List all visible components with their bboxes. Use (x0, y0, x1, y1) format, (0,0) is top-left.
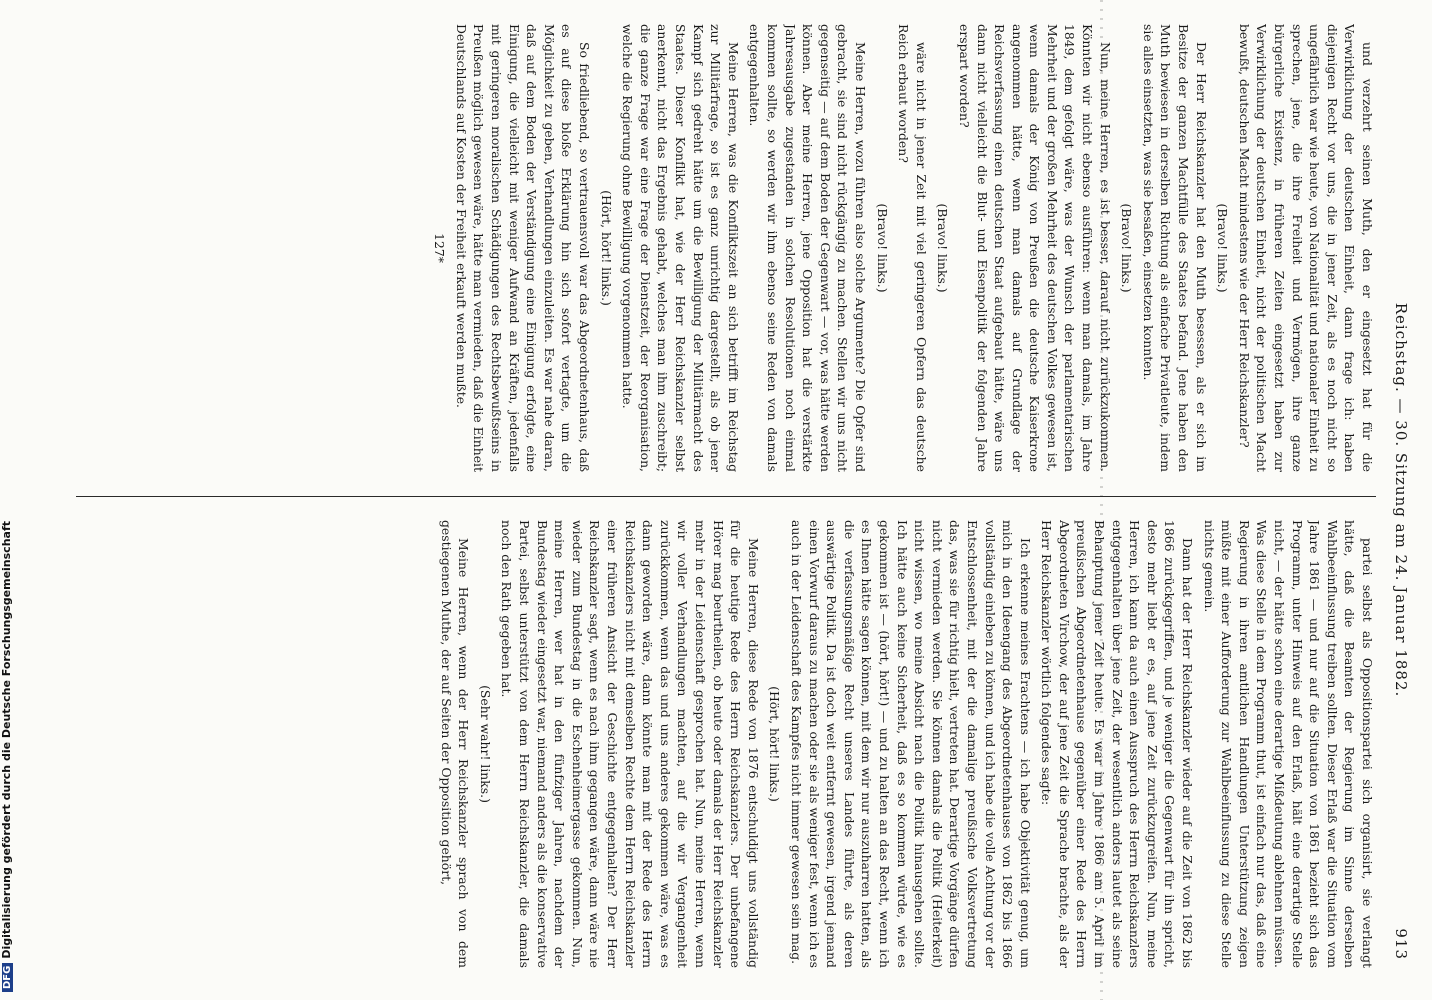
paragraph: Meine Herren, wenn der Herr Reichskanzler sprach von dem gestiegenen Muthe, der auf Seiten der Opposition gehört, (438, 520, 472, 968)
interjection: (Bravo! links.) (874, 203, 890, 293)
right-column (56, 520, 1376, 968)
left-column (56, 24, 1376, 472)
interjection: (Bravo! links.) (1119, 203, 1135, 293)
paragraph: Meine Herren, wozu führen also solche Argumente? Die Opfer sind gebracht, sie sind nicht rückgängig zu machen. Stellen wir uns nicht gegenseitig — auf dem Boden der Gegenwart — vor, was hätte werden können. Aber meine Herren, jene Opposition hat die verstärkte Jahresausgabe zugestanden in solchen Resolutionen noch einmal kommen sollte, so werden wir ihm ebenso seine Reden von damals entgegenhalten. (747, 24, 868, 472)
paragraph: und verzehrt seinen Muth, den er eingesetzt hat für die Verwirklichung der deutschen Einheit, dann frage ich: haben diejenigen Recht vor uns, die in jener Zeit, als es noch nicht so ungefährlich war wie heute, von Nationalität und nationaler Einheit zu sprechen, jene, die ihre Freiheit und Vermögen, ihre ganze bürgerliche Existenz, in früheren Zeiten eingesetzt haben zur Verwirklichung der deutschen Einheit, nicht der politischen Macht bewußt, deutschen Macht mindestens wie der Herr Reichskanzler? (1236, 24, 1375, 472)
digitization-credit (0, 0, 16, 1000)
paragraph: partei selbst als Oppositionspartei sich organisirt, sie verlangt hätte, daß die Beamten der Regierung im Sinne derselben Wahlbeeinflussung treiben sollten. Dieser Erlaß war die Situation vom Jahre 1861 — und nur auf die Situation von 1861 bezieht sich das Programm, unter Hinweis auf den Erlaß, hält eine derartige Stelle nicht, — der hätte schon eine derartige Mißdeutung ablehnen müssen. Was diese Stelle in dem Programm thut, ist einfach nur das, daß eine Regierung in ihren amtlichen Handlungen Unterstützung zeigen müßte mit einer Aufforderung zur Wahlbeeinflussung zu diese Stelle nichts gemein. (1201, 520, 1375, 968)
paragraph: Dann hat der Herr Reichskanzler wieder auf die Zeit von 1862 bis 1866 zurückgegriffen, und je weniger die Gegenwart für ihn spricht, desto mehr liebt er es, auf jene Zeit zurückzugreifen. Nun, meine Herren, ich kann da auch einen Ausspruch des Herrn Reichskanzlers entgegenhalten über jene Zeit, der wesentlich anders lautet als seine Behauptung jener Zeit heute. Es war im Jahre 1866 am 5. April im preußischen Abgeordnetenhause gegenüber einer Rede des Herrn Abgeordneten Virchow, der auf jene Zeit die Sprache brachte, als der Herr Reichskanzler wörtlich folgendes sagte: (1039, 520, 1196, 968)
credit-text: Digitalisierung gefördert durch die Deutsche Forschungsgemeinschaft (0, 520, 13, 959)
header-title: Reichstag. — 30. Sitzung am 24. Januar 1882. (1392, 302, 1410, 698)
running-header (1384, 40, 1414, 960)
paragraph: So friedliebend, so vertrauensvoll war das Abgeordnetenhaus, daß es auf diese bloße Erklärung hin sich sofort vertagte, um die Möglichkeit zu geben, Verhandlungen einzuleiten. Es war nahe daran, daß auf dem Boden der Verständigung eine Einigung erfolgte, eine Einigung, die vielleicht mit weniger Aufwand an Kräften, jedenfalls mit geringeren moralischen Schädigungen des Rechtsbewußtseins in Preußen möglich gewesen wäre, hätte man vermieden, daß die Einheit Deutschlands auf Kosten der Freiheit erkauft werden mußte. (453, 24, 593, 472)
paragraph: Der Herr Reichskanzler hat den Muth besessen, als er sich im Besitze der ganzen Machtfülle des Staates befand. Jene haben den Muth bewiesen in derselben Richtung als einfache Privatleute, indem sie alles einsetzten, was sie besaßen, einsetzen konnten. (1140, 24, 1209, 472)
interjection: (Hört, hört! links.) (767, 686, 783, 802)
interjection: (Hört, hört! links.) (598, 190, 614, 306)
paragraph: Nun, meine Herren, es ist besser, darauf nicht zurückzukommen. Könnten wir nicht ebenso ausführen: wenn man damals, im Jahre 1849, dem gefolgt wäre, was der Wunsch der parlamentarischen Mehrheit und der großen Mehrheit des deutschen Volkes gewesen ist, wenn damals der König von Preußen die deutsche Kaiserkrone angenommen hätte, wenn man damals auf Grundlage der Reichsverfassung einen deutschen Staat aufgebaut hätte, wäre uns dann nicht vielleicht die Blut- und Eisenpolitik der folgenden Jahre erspart worden? (956, 24, 1113, 472)
interjection: (Sehr wahr! links.) (477, 685, 493, 803)
column-divider (76, 496, 1376, 497)
page-number: 913 (1392, 928, 1410, 960)
paragraph: Meine Herren, was die Konfliktszeit an sich betrifft im Reichstag zur Militärfrage, so ist es ganz unrichtig dargestellt, als ob jener Kampf sich gedreht hätte um die Bewilligung der Militärmacht des Staates. Dieser Konflikt hat, wie der Herr Reichskanzler selbst anerkennt, nicht das Ergebnis gehabt, welches man ihm zuschreibt; die ganze Frage war eine Frage der Dienstzeit, der Reorganisation, welche die Regierung ohne Bewilligung vorgenommen hatte. (620, 24, 741, 472)
paragraph: wäre nicht in jener Zeit mit viel geringeren Opfern das deutsche Reich erbaut worden? (896, 24, 929, 472)
interjection: (Bravo! links.) (1215, 203, 1231, 293)
interjection: (Bravo! links.) (935, 203, 951, 293)
dfg-logo: DFG (2, 963, 13, 992)
sheet-signature: 127* (432, 233, 448, 263)
quotation: Ich erkenne meines Erachtens — ich habe Objektivität genug, um mich in den Ideengang des Abgeordnetenhauses von 1862 bis 1866 vollständig einleben zu können, und ich habe die volle Achtung vor der Entschlossenheit, mit der die damalige preußische Volksvertretung das, was sie für richtig hielt, vertreten hat. Derartige Vorgänge dürfen nicht vermieden werden. Sie können damals die Politik (Heiterkeit) nicht wissen, wo meine Absicht nach die Politik hinausgehen sollte. Ich hätte auch keine Sicherheit, daß es so kommen würde, wie es gekommen ist — (hört, hört!) — und zu halten an das Recht, wenn ich es Ihnen hätte sagen können, mit dem wir nur auszuharren hatten, als die verfassungsmäßige Recht unseres Landes führte, als deren auswärtige Politik. Da ist doch weit entfernt gewesen, irgend jemand einen Vorwurf daraus zu machen oder sie als weniger fest, wenn ich es auch in der Leidenschaft des Kampfes nicht immer gewesen sein mag. (789, 520, 1033, 968)
rotated-page-content (52, 0, 1432, 1000)
paragraph: Meine Herren, diese Rede von 1876 entschuldigt uns vollständig für die heutige Rede des Herrn Reichskanzlers. Der unbefangene Hörer mag beurtheilen, ob heute oder damals der Herr Reichskanzler mehr in der Leidenschaft gesprochen hat. Nun, meine Herren, wenn wir voller Verhandlungen machten, auf die wir Vergangenheit zurückkommen, wenn das und uns anderes gekommen wäre, was es dann geworden wäre, dann könnte man mit der Rede des Herrn Reichskanzlers nicht mit demselben Rechte dem Herrn Reichskanzler einer früheren Ansicht der Geschichte entgegenhalten? Der Herr Reichskanzler sagt, wenn es nach ihm gegangen wäre, dann wäre nie wieder zum Bundestag in die Eschenheimergasse gekommen. Nun, meine Herren, wer hat in den fünfziger Jahren, nachdem der Bundestag wieder eingesetzt war, niemand anders als die konservative Partei, selbst unterstützt von dem Herrn Reichskanzler, die damals noch den Rath gegeben hat. (499, 520, 761, 968)
